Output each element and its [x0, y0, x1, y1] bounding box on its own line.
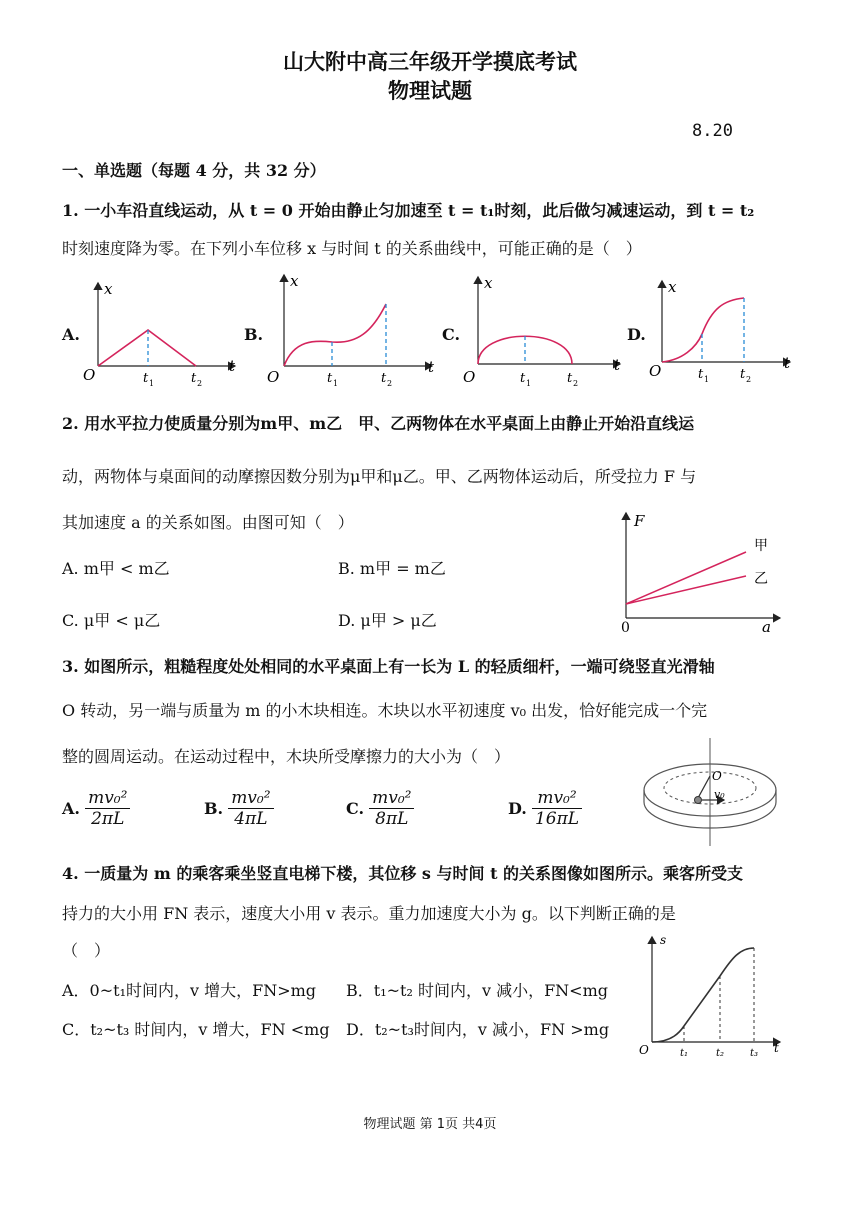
t1-sub: 1: [149, 379, 155, 388]
t2-label: t: [740, 367, 746, 382]
origin-label: O: [649, 362, 662, 380]
exam-subtitle: 物理试题: [388, 78, 472, 103]
t-axis-label: t: [614, 356, 621, 374]
q4-text-line3: （ ）: [62, 941, 111, 960]
q2-option-c: C. μ甲 < μ乙: [62, 611, 161, 630]
q4-option-c: C．t₂~t₃ 时间内，v 增大，FN <mg: [62, 1020, 330, 1039]
q1-option-c: C.: [442, 325, 461, 344]
q1-text-line2: 时刻速度降为零。在下列小车位移 x 与时间 t 的关系曲线中，可能正确的是（ ）: [62, 239, 642, 258]
t-axis-label: t: [774, 1041, 779, 1055]
t3-label: t₃: [750, 1048, 759, 1059]
section-heading: 一、单选题（每题 4 分，共 32 分）: [62, 161, 326, 180]
s-axis-label: s: [660, 933, 667, 947]
t2-sub: 2: [573, 379, 579, 388]
q1-text-line1: 1. 一小车沿直线运动，从 t = 0 开始由静止匀加速至 t = t₁时刻，此后做匀减速运动，到 t = t₂: [62, 201, 755, 220]
t2-sub: 2: [387, 379, 393, 388]
t1-label: t: [143, 371, 149, 386]
f-axis-label: F: [634, 512, 645, 530]
exam-title: 山大附中高三年级开学摸底考试: [283, 49, 577, 74]
q4-option-a: A．0~t₁时间内，v 增大，FN>mg: [62, 981, 317, 1000]
q1-graph-c: [460, 272, 628, 392]
t1-label: t: [520, 371, 526, 386]
q1-graph-d: [648, 276, 796, 388]
origin-label: O: [267, 368, 280, 386]
q1-option-d: D.: [627, 325, 646, 344]
t1-sub: 1: [704, 375, 710, 384]
q1-option-b: B.: [244, 325, 264, 344]
t-axis-label: t: [784, 354, 791, 372]
q2-option-a: A. m甲 < m乙: [62, 559, 170, 578]
q3-text-line2: O 转动，另一端与质量为 m 的小木块相连。木块以水平初速度 v₀ 出发，恰好能完成一个完: [62, 701, 708, 720]
t2-sub: 2: [746, 375, 752, 384]
q1-graph-b: [262, 270, 442, 392]
q2-force-acceleration-graph: [612, 508, 792, 638]
q2-text-line1: 2. 用水平拉力使质量分别为m甲、m乙 甲、乙两物体在水平桌面上由静止开始沿直线运: [62, 414, 695, 433]
origin-label: 0: [621, 620, 630, 636]
t2-label: t: [567, 371, 573, 386]
axis-o-label: O: [712, 769, 722, 783]
line-yi-label: 乙: [754, 571, 768, 587]
t2-sub: 2: [197, 379, 203, 388]
q3-option-a: A. $\frac{\text{mv₀²}}{2\pi L}$: [62, 788, 130, 829]
v0-label: v₀: [714, 788, 725, 801]
q2-option-d: D. μ甲 > μ乙: [338, 611, 437, 630]
q1-option-a: A.: [62, 325, 80, 344]
t-axis-label: t: [428, 358, 435, 376]
q4-option-d: D．t₂~t₃时间内，v 减小，FN >mg: [346, 1020, 610, 1039]
t1-sub: 1: [333, 379, 339, 388]
t2-label: t₂: [716, 1048, 725, 1059]
q4-option-b: B．t₁~t₂ 时间内，v 减小，FN<mg: [346, 981, 608, 1000]
x-axis-label: x: [668, 278, 677, 296]
q3-text-line3: 整的圆周运动。在运动过程中，木块所受摩擦力的大小为（ ）: [62, 747, 511, 766]
origin-label: O: [463, 368, 476, 386]
page-footer: 物理试题 第 1页 共4页: [363, 1117, 497, 1132]
q2-text-line3: 其加速度 a 的关系如图。由图可知（ ）: [62, 513, 354, 532]
t1-label: t: [698, 367, 704, 382]
origin-label: O: [83, 366, 96, 384]
q4-text-line2: 持力的大小用 FN 表示，速度大小用 v 表示。重力加速度大小为 g。以下判断正确的是: [62, 904, 676, 923]
t1-sub: 1: [526, 379, 532, 388]
q3-option-b: B. $\frac{\text{mv₀²}}{4\pi L}$: [204, 788, 274, 829]
origin-label: O: [639, 1043, 649, 1057]
exam-date: 8.20: [692, 121, 733, 141]
a-axis-label: a: [762, 618, 771, 636]
line-jia-label: 甲: [754, 538, 768, 554]
t1-label: t: [327, 371, 333, 386]
t2-label: t: [381, 371, 387, 386]
t-axis-label: t: [229, 357, 236, 375]
x-axis-label: x: [104, 280, 113, 298]
q2-text-line2: 动，两物体与桌面间的动摩擦因数分别为μ甲和μ乙。甲、乙两物体运动后，所受拉力 F 与: [62, 467, 697, 486]
q3-table-figure: [640, 734, 780, 850]
q4-text-line1: 4. 一质量为 m 的乘客乘坐竖直电梯下楼，其位移 s 与时间 t 的关系图像如图所示。乘客所受支: [62, 864, 744, 883]
q4-displacement-time-graph: [636, 932, 786, 1062]
q3-options: [62, 788, 622, 842]
x-axis-label: x: [290, 272, 299, 290]
q1-graph-a: [80, 278, 245, 390]
t1-label: t₁: [680, 1048, 689, 1059]
t2-label: t: [191, 371, 197, 386]
q3-option-c: C. $\frac{\text{mv₀²}}{8\pi L}$: [346, 788, 414, 829]
x-axis-label: x: [484, 274, 493, 292]
q3-text-line1: 3. 如图所示，粗糙程度处处相同的水平桌面上有一长为 L 的轻质细杆，一端可绕竖直光滑轴: [62, 657, 715, 676]
q3-option-d: D. $\frac{\text{mv₀²}}{16\pi L}$: [508, 788, 582, 829]
q2-option-b: B. m甲 = m乙: [338, 559, 446, 578]
